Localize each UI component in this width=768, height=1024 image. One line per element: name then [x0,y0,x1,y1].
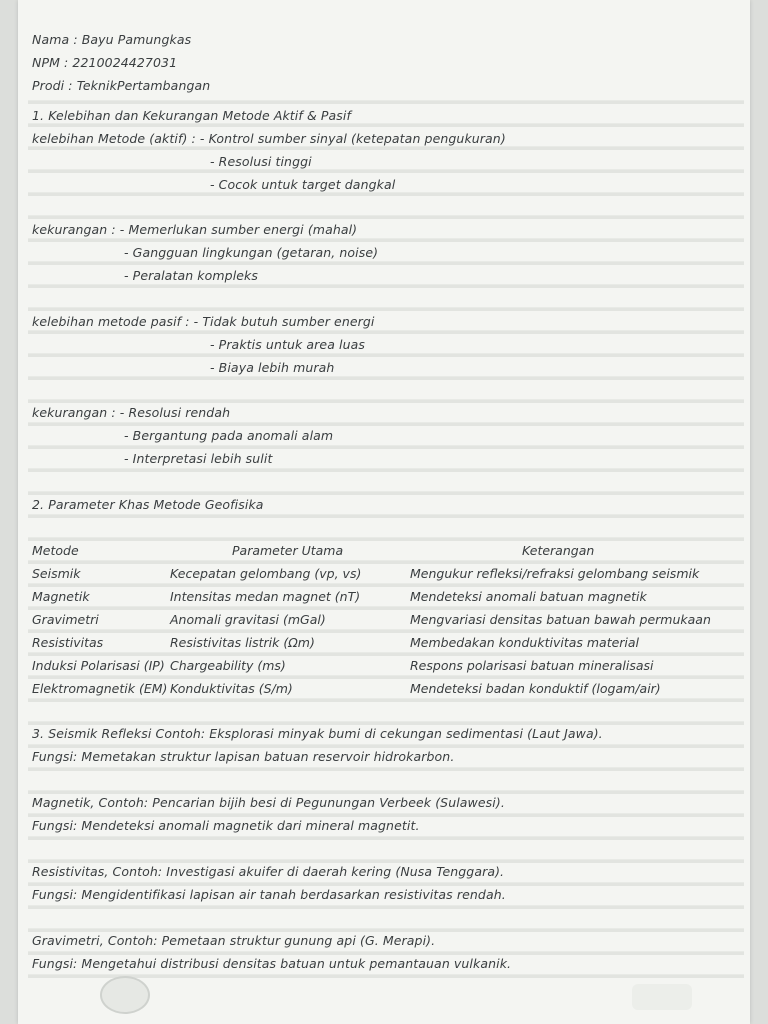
table-header-metode: Metode [32,543,79,558]
table-cell-parameter: Intensitas medan magnet (nT) [170,589,361,604]
ruled-line [28,100,744,104]
ruled-line [28,836,744,840]
ruled-line [28,560,744,564]
pasif-kekurangan-line: - Interpretasi lebih sulit [124,451,273,466]
seismik-example: 3. Seismik Refleksi Contoh: Eksplorasi minyak bumi di cekungan sedimentasi (Laut Jawa). [32,726,603,741]
ruled-line [28,905,744,909]
resistivitas-example: Resistivitas, Contoh: Investigasi akuifer di daerah kering (Nusa Tenggara). [32,864,505,879]
ruled-line [28,146,744,150]
ruled-line [28,468,744,472]
ruled-line [28,238,744,242]
table-cell-keterangan: Mendeteksi badan konduktif (logam/air) [410,681,661,696]
student-prodi: Prodi : TeknikPertambangan [32,78,211,93]
table-cell-metode: Gravimetri [32,612,99,627]
ruled-line [28,675,744,679]
ruled-line [28,422,744,426]
ruled-line [28,882,744,886]
ruled-line [28,767,744,771]
table-cell-parameter: Konduktivitas (S/m) [170,681,293,696]
ruled-line [28,813,744,817]
gravimetri-example: Gravimetri, Contoh: Pemetaan struktur gunung api (G. Merapi). [32,933,436,948]
table-cell-parameter: Chargeability (ms) [170,658,286,673]
ruled-line [28,169,744,173]
aktif-kekurangan-line: kekurangan : - Memerlukan sumber energi (mahal) [32,222,358,237]
ruled-line [28,698,744,702]
ruled-line [28,307,744,311]
ruled-line [28,215,744,219]
ruled-line [28,261,744,265]
ruled-line [28,514,744,518]
aktif-kekurangan-line: - Peralatan kompleks [124,268,259,283]
student-name: Nama : Bayu Pamungkas [32,32,192,47]
table-cell-parameter: Kecepatan gelombang (vp, vs) [170,566,362,581]
table-cell-parameter: Resistivitas listrik (Ωm) [170,635,315,650]
table-cell-metode: Magnetik [32,589,90,604]
ruled-line [28,353,744,357]
table-cell-keterangan: Mengvariasi densitas batuan bawah permukaan [410,612,711,627]
pasif-kelebihan-line: - Biaya lebih murah [210,360,335,375]
ruled-line [28,928,744,932]
ruled-line [28,859,744,863]
ruled-line [28,790,744,794]
ruled-line [28,376,744,380]
aktif-kelebihan-line: kelebihan Metode (aktif) : - Kontrol sumber sinyal (ketepatan pengukuran) [32,131,506,146]
pasif-kelebihan-line: - Praktis untuk area luas [210,337,365,352]
ruled-line [28,629,744,633]
table-header-keterangan: Keterangan [522,543,595,558]
aktif-kekurangan-line: - Gangguan lingkungan (getaran, noise) [124,245,379,260]
faded-logo-stamp [100,976,150,1014]
notebook-page [18,0,750,1024]
table-cell-metode: Seismik [32,566,81,581]
ruled-line [28,330,744,334]
ruled-line [28,606,744,610]
section1-title: 1. Kelebihan dan Kekurangan Metode Aktif & Pasif [32,108,351,123]
ruled-line [28,192,744,196]
ruled-line [28,491,744,495]
ruled-line [28,721,744,725]
table-cell-keterangan: Mendeteksi anomali batuan magnetik [410,589,647,604]
ruled-line [28,652,744,656]
table-cell-parameter: Anomali gravitasi (mGal) [170,612,326,627]
aktif-kelebihan-line: - Cocok untuk target dangkal [210,177,396,192]
magnetik-function: Fungsi: Mendeteksi anomali magnetik dari mineral magnetit. [32,818,420,833]
ruled-line [28,951,744,955]
ruled-line [28,399,744,403]
ruled-line [28,445,744,449]
pasif-kelebihan-line: kelebihan metode pasif : - Tidak butuh sumber energi [32,314,375,329]
ruled-line [28,744,744,748]
pasif-kekurangan-line: - Bergantung pada anomali alam [124,428,334,443]
table-cell-metode: Induksi Polarisasi (IP) [32,658,165,673]
table-cell-metode: Resistivitas [32,635,104,650]
magnetik-example: Magnetik, Contoh: Pencarian bijih besi di Pegunungan Verbeek (Sulawesi). [32,795,505,810]
table-cell-keterangan: Membedakan konduktivitas material [410,635,640,650]
table-header-parameter: Parameter Utama [232,543,344,558]
seismik-function: Fungsi: Memetakan struktur lapisan batuan reservoir hidrokarbon. [32,749,455,764]
pasif-kekurangan-line: kekurangan : - Resolusi rendah [32,405,231,420]
faded-corner-mark [632,984,692,1010]
table-cell-metode: Elektromagnetik (EM) [32,681,168,696]
gravimetri-function: Fungsi: Mengetahui distribusi densitas batuan untuk pemantauan vulkanik. [32,956,512,971]
ruled-line [28,123,744,127]
ruled-line [28,537,744,541]
ruled-line [28,284,744,288]
table-cell-keterangan: Mengukur refleksi/refraksi gelombang seismik [410,566,700,581]
table-cell-keterangan: Respons polarisasi batuan mineralisasi [410,658,654,673]
section2-title: 2. Parameter Khas Metode Geofisika [32,497,264,512]
ruled-line [28,583,744,587]
resistivitas-function: Fungsi: Mengidentifikasi lapisan air tanah berdasarkan resistivitas rendah. [32,887,506,902]
student-npm: NPM : 2210024427031 [32,55,178,70]
aktif-kelebihan-line: - Resolusi tinggi [210,154,312,169]
